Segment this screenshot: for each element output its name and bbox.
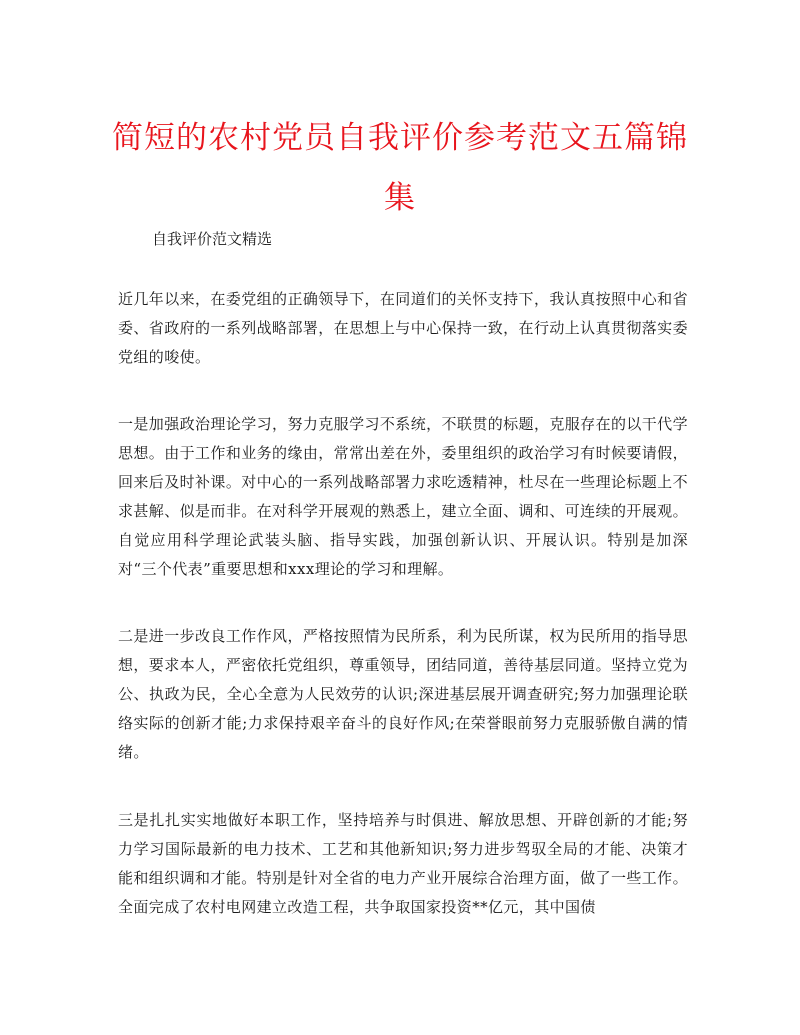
- document-title: 简短的农村党员自我评价参考范文五篇锦集: [112, 120, 688, 216]
- document-subtitle: 自我评价范文精选: [152, 230, 273, 248]
- paragraph-work-style: 二是进一步改良工作作风，严格按照情为民所系，利为民所谋，权为民所用的指导思想，要求本人，严密依托党组织，尊重领导，团结同道，善待基层同道。坚持立党为公、执政为民，全心全意为人民效劳的认识;深进基层展开调查研究;努力加强理论联络实际的创新才能;力求保持艰辛奋斗的良好作风;在荣誉眼前努力克服骄傲自满的情绪。: [118, 627, 688, 761]
- paragraph-intro: 近几年以来，在委党组的正确领导下，在同道们的关怀支持下，我认真按照中心和省委、省政府的一系列战略部署，在思想上与中心保持一致，在行动上认真贯彻落实委党组的唆使。: [118, 290, 688, 366]
- paragraph-political-study: 一是加强政治理论学习，努力克服学习不系统，不联贯的标题，克服存在的以干代学思想。由于工作和业务的缘由，常常出差在外，委里组织的政治学习有时候要请假，回来后及时补课。对中心的一系列战略部署力求吃透精神，杜尽在一些理论标题上不求甚解、似是而非。在对科学开展观的熟悉上，建立全面、调和、可连续的开展观。自觉应用科学理论武装头脑、指导实践，加强创新认识、开展认识。特别是加深对“三个代表”重要思想和xxx理论的学习和理解。: [118, 415, 688, 578]
- paragraph-duties: 三是扎扎实实地做好本职工作，坚持培养与时俱进、解放思想、开辟创新的才能;努力学习国际最新的电力技术、工艺和其他新知识;努力进步驾驭全局的才能、决策才能和组织调和才能。特别是针对全省的电力产业开展综合治理方面，做了一些工作。全面完成了农村电网建立改造工程，共争取国家投资**亿元，其中国债: [118, 811, 688, 916]
